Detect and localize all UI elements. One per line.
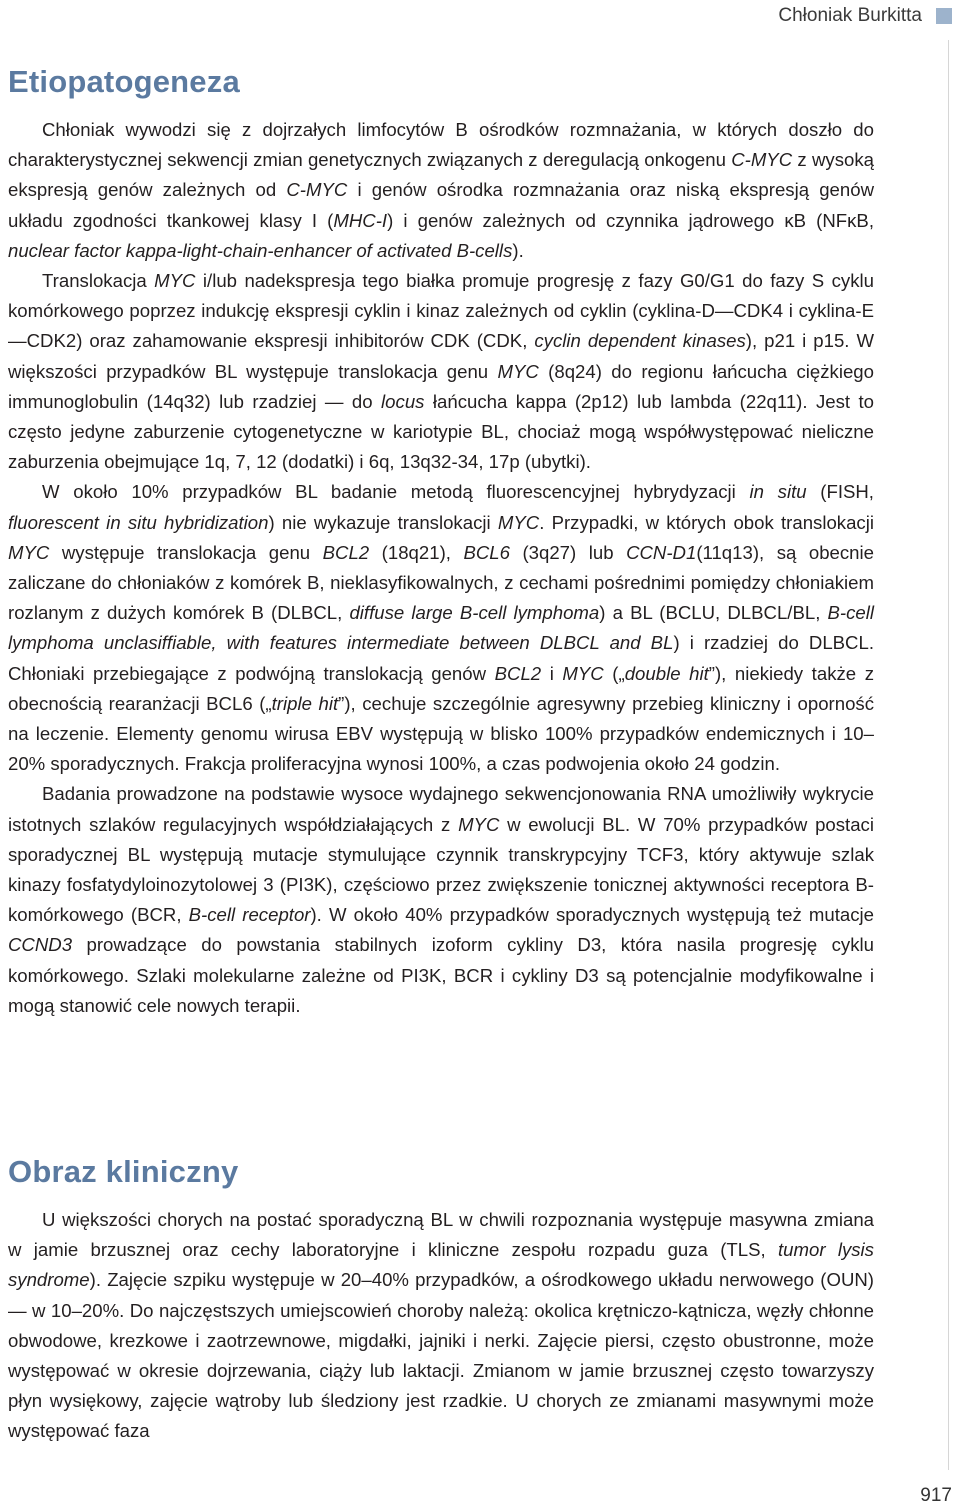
text-run: ), p21 i p15. W większości przypadków BL występuje translokacja genu xyxy=(8,330,874,382)
text-run: z wysoką ekspresją genów zależnych od xyxy=(8,149,874,201)
text-run: Translokacja xyxy=(42,270,155,292)
text-run: i genów ośrodka rozmnażania oraz niską ekspresją genów układu zgodności tkankowej klasy I ( xyxy=(8,179,875,231)
text-run: i/lub nadekspresja tego białka promuje progresję z fazy G0/G1 do fazy S cyklu komórkowego poprzez indukcję ekspresji cyklin i kinaz zależnych od cyklin (cyklina-D—CDK4 i cyklina-E—CDK2) oraz zahamowanie ekspresji inhibitorów CDK (CDK, xyxy=(8,270,874,352)
italic-term: C-MYC xyxy=(731,149,793,171)
section-body-obraz-kliniczny xyxy=(8,1205,874,1447)
text-run: (8q24) do regionu łańcucha ciężkiego immunoglobulin (14q32) lub rzadziej — do xyxy=(8,360,874,412)
section-body-etiopatogeneza xyxy=(8,115,874,1021)
text-run: Chłoniak wywodzi się z dojrzałych limfocytów B ośrodków rozmnażania, w których doszło do charakterystycznej sekwencji zmian genetycznych związanych z deregulacją onkogenu xyxy=(8,119,874,171)
italic-term: tumor lysis syndrome xyxy=(8,1239,874,1291)
italic-term: BCL2 xyxy=(494,662,542,684)
italic-term: MHC-I xyxy=(333,209,388,231)
header-square-marker xyxy=(936,8,952,24)
italic-term: MYC xyxy=(458,813,500,835)
italic-term: diffuse large B-cell lymphoma xyxy=(349,602,600,624)
italic-term: double hit xyxy=(624,662,709,684)
text-run: W około 10% przypadków BL badanie metodą fluorescencyjnej hybrydyzacji xyxy=(42,481,750,503)
body-paragraph xyxy=(8,266,874,477)
text-run: ”), niekiedy także z obecnością rearanżacji BCL6 („ xyxy=(8,662,874,714)
text-run: (3q27) lub xyxy=(509,541,627,563)
italic-term: B-cell receptor xyxy=(188,904,311,926)
body-paragraph xyxy=(8,115,874,266)
italic-term: BCL6 xyxy=(463,541,510,563)
text-run: Badania prowadzone na podstawie wysoce wydajnego sekwencjonowania RNA umożliwiły wykrycie istotnych szlaków regulacyjnych współdziałających z xyxy=(8,783,874,835)
running-title: Chłoniak Burkitta xyxy=(778,5,922,26)
text-run: („ xyxy=(603,662,625,684)
text-run: ) a BL (BCLU, DLBCL/BL, xyxy=(599,602,828,624)
italic-term: MYC xyxy=(497,360,539,382)
italic-term: nuclear factor kappa-light-chain-enhancer of activated B-cells xyxy=(8,239,513,261)
text-run: ). W około 40% przypadków sporadycznych występują też mutacje xyxy=(310,904,874,926)
italic-term: CCN-D1 xyxy=(626,541,697,563)
italic-term: in situ xyxy=(749,481,807,503)
text-run: w ewolucji BL. W 70% przypadków postaci sporadycznej BL występują mutacje stymulujące czynnik transkrypcyjny TCF3, który aktywuje szlak kinazy fosfatydyloinozytolowej 3 (PI3K), częściowo przez zwiększenie tonicznej aktywności receptora B-komórkowego (BCR, xyxy=(8,813,874,926)
text-run: (11q13), są obecnie zaliczane do chłoniaków z komórek B, nieklasyfikowalnych, z cechami pośrednimi pomiędzy chłoniakiem rozlanym z dużych komórek B (DLBCL, xyxy=(8,541,874,624)
italic-term: MYC xyxy=(562,662,604,684)
text-run: występuje translokacja genu xyxy=(49,541,323,563)
italic-term: MYC xyxy=(497,511,540,533)
italic-term: MYC xyxy=(8,541,50,563)
body-paragraph xyxy=(8,1205,874,1447)
text-run: (18q21), xyxy=(369,541,464,563)
italic-term: MYC xyxy=(154,270,196,292)
italic-term: locus xyxy=(381,390,425,412)
italic-term: BCL2 xyxy=(322,541,370,563)
running-header xyxy=(778,4,952,28)
text-run: . Przypadki, w których obok translokacji xyxy=(539,511,874,533)
text-run: ). Zajęcie szpiku występuje w 20–40% przypadków, a ośrodkowego układu nerwowego (OUN) — w 10–20%. Do najczęstszych umiejscowień choroby należą: okolica krętniczo-kątnicza, węzły chłonne obwodowe, krezkowe i zaotrzewnowe, migdałki, jajniki i nerki. Zajęcie piersi, często obustronne, może występować w okresie dojrzewania, ciąży lub laktacji. Zmianom w jamie brzusznej często towarzyszy płyn wysiękowy, zajęcie wątroby lub śledziony jest rzadkie. U chorych ze zmianami masywnymi może występować faza xyxy=(8,1269,874,1442)
text-run: i xyxy=(541,662,563,684)
text-run: (FISH, xyxy=(806,481,874,503)
section-title-etiopatogeneza: Etiopatogeneza xyxy=(8,64,240,99)
italic-term: B-cell lymphoma unclasiffiable, with features intermediate between DLBCL and BL xyxy=(8,602,875,654)
section-title-obraz-kliniczny: Obraz kliniczny xyxy=(8,1154,239,1189)
text-run: ) nie wykazuje translokacji xyxy=(268,511,498,533)
italic-term: fluorescent in situ hybridization xyxy=(8,511,269,533)
text-run: ) i genów zależnych od czynnika jądrowego κB (NFκB, xyxy=(387,209,874,231)
italic-term: C-MYC xyxy=(286,179,348,201)
body-paragraph xyxy=(8,477,874,779)
italic-term: CCND3 xyxy=(8,934,73,956)
text-run: łańcucha kappa (2p12) lub lambda (22q11). Jest to często jedyne zaburzenie cytogenetyczne w kariotypie BL, chociaż mogą współwystępować nieliczne zaburzenia obejmujące 1q, 7, 12 (dodatki) i 6q, 13q32-34, 17p (ubytki). xyxy=(8,390,874,473)
text-run: U większości chorych na postać sporadyczną BL w chwili rozpoznania występuje masywna zmiana w jamie brzusznej oraz cechy laboratoryjne i kliniczne zespołu rozpadu guza (TLS, xyxy=(8,1209,874,1261)
text-run: ). xyxy=(512,239,524,261)
text-run: ) i rzadziej do DLBCL. Chłoniaki przebiegające z podwójną translokacją genów xyxy=(8,632,874,684)
margin-rule xyxy=(948,40,949,1470)
page-number: 917 xyxy=(920,1485,952,1506)
italic-term: cyclin dependent kinases xyxy=(534,330,746,352)
body-paragraph xyxy=(8,779,874,1021)
text-run: prowadzące do powstania stabilnych izoform cykliny D3, która nasila progresję cyklu komórkowego. Szlaki molekularne zależne od PI3K, BCR i cykliny D3 są potencjalnie modyfikowalne i mogą stanowić cele nowych terapii. xyxy=(8,934,874,1016)
italic-term: triple hit xyxy=(271,692,339,714)
text-run: ”), cechuje szczególnie agresywny przebieg kliniczny i oporność na leczenie. Elementy genomu wirusa EBV występują w blisko 100% przypadków endemicznych i 10–20% sporadycznych. Frakcja proliferacyjna wynosi 100%, a czas podwojenia około 24 godzin. xyxy=(8,692,875,775)
